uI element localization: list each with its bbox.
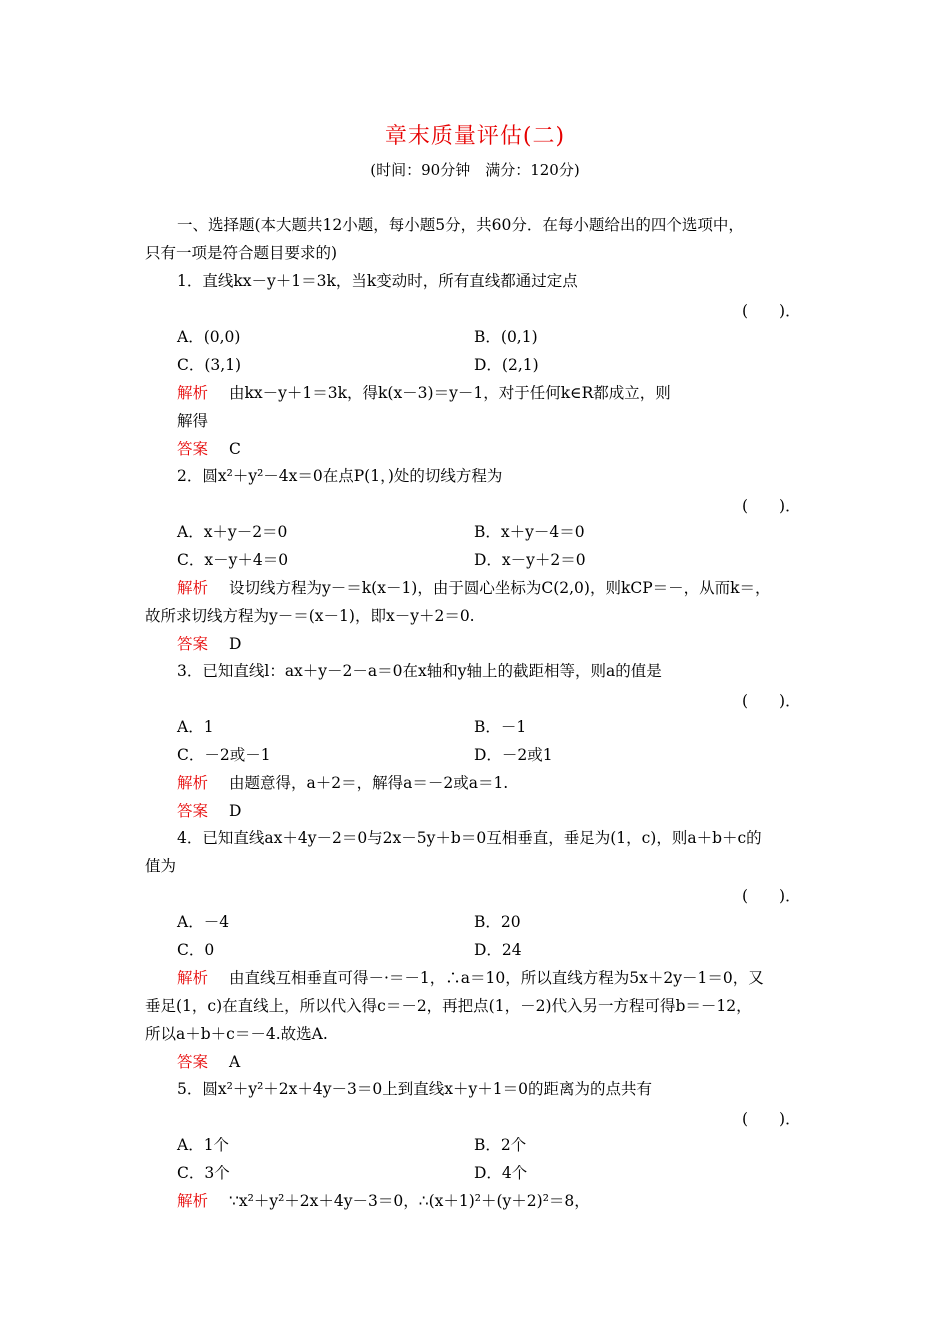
- question-4-analysis-line-1: 由直线互相垂直可得－·＝－1，∴a＝10，所以直线方程为5x＋2y－1＝0，又: [229, 969, 764, 987]
- answer-label: 答案: [177, 635, 209, 653]
- question-5-stem: 5．圆x²＋y²＋2x＋4y－3＝0上到直线x＋y＋1＝0的距离为的点共有: [177, 1080, 652, 1098]
- question-1-option-b: B．(0,1): [474, 328, 538, 346]
- question-1-option-d: D．(2,1): [474, 356, 539, 374]
- question-4-answer: A: [229, 1053, 241, 1071]
- question-1-option-a: A．(0,0): [177, 328, 241, 346]
- answer-bracket: ( )．: [742, 497, 801, 515]
- analysis-label: 解析: [177, 1192, 209, 1210]
- question-4-stem-continued: 值为: [145, 857, 177, 875]
- question-1-stem: 1．直线kx－y＋1＝3k，当k变动时，所有直线都通过定点: [177, 272, 578, 290]
- question-5-option-d: D．4个: [474, 1164, 528, 1182]
- question-4-option-a: A．－4: [177, 913, 230, 931]
- answer-label: 答案: [177, 440, 209, 458]
- question-2-option-d: D．x－y＋2＝0: [474, 551, 586, 569]
- question-1-analysis-line-1: 由kx－y＋1＝3k，得k(x－3)＝y－1，对于任何k∈R都成立，则: [229, 384, 671, 402]
- analysis-label: 解析: [177, 969, 209, 987]
- question-3-stem: 3．已知直线l：ax＋y－2－a＝0在x轴和y轴上的截距相等，则a的值是: [177, 662, 662, 680]
- question-3-option-d: D．－2或1: [474, 746, 553, 764]
- question-2-answer: D: [229, 635, 242, 653]
- question-2-stem: 2．圆x²＋y²－4x＝0在点P(1，)处的切线方程为: [177, 467, 503, 485]
- section-intro-line-2: 只有一项是符合题目要求的): [145, 244, 338, 262]
- answer-label: 答案: [177, 1053, 209, 1071]
- question-4-option-c: C．0: [177, 941, 215, 959]
- page-subtitle: (时间：90分钟 满分：120分): [370, 161, 580, 179]
- question-2-option-b: B．x＋y－4＝0: [474, 523, 585, 541]
- question-5-analysis-line-1: ∵x²＋y²＋2x＋4y－3＝0，∴(x＋1)²＋(y＋2)²＝8，: [229, 1192, 590, 1210]
- answer-bracket: ( )．: [742, 1110, 801, 1128]
- question-5-option-b: B．2个: [474, 1136, 527, 1154]
- question-1-option-c: C．(3,1): [177, 356, 242, 374]
- answer-bracket: ( )．: [742, 302, 801, 320]
- page-title: 章末质量评估(二): [384, 124, 566, 149]
- question-2-option-a: A．x＋y－2＝0: [177, 523, 288, 541]
- analysis-label: 解析: [177, 384, 209, 402]
- question-4-option-d: D．24: [474, 941, 522, 959]
- answer-label: 答案: [177, 802, 209, 820]
- question-1-answer: C: [229, 440, 241, 458]
- question-2-option-c: C．x－y＋4＝0: [177, 551, 289, 569]
- question-3-option-b: B．－1: [474, 718, 527, 736]
- question-2-analysis-line-1: 设切线方程为y－＝k(x－1)，由于圆心坐标为C(2,0)，则kCP＝－，从而k＝，: [229, 579, 771, 597]
- question-4-analysis-line-3: 所以a＋b＋c＝－4.故选A.: [145, 1025, 328, 1043]
- question-4-option-b: B．20: [474, 913, 521, 931]
- question-5-option-c: C．3个: [177, 1164, 230, 1182]
- question-3-option-a: A．1: [177, 718, 214, 736]
- answer-bracket: ( )．: [742, 692, 801, 710]
- question-3-analysis-line-1: 由题意得，a＋2＝，解得a＝－2或a＝1.: [229, 774, 509, 792]
- question-4-analysis-line-2: 垂足(1，c)在直线上，所以代入得c＝－2，再把点(1，－2)代入另一方程可得b＝－12，: [145, 997, 752, 1015]
- section-intro-line-1: 一、选择题(本大题共12小题，每小题5分，共60分．在每小题给出的四个选项中，: [177, 216, 744, 234]
- answer-bracket: ( )．: [742, 887, 801, 905]
- question-4-stem: 4．已知直线ax＋4y－2＝0与2x－5y＋b＝0互相垂直，垂足为(1，c)，则a＋b＋c的: [177, 829, 762, 847]
- question-2-analysis-line-2: 故所求切线方程为y－＝(x－1)，即x－y＋2＝0.: [145, 607, 475, 625]
- question-3-option-c: C．－2或－1: [177, 746, 271, 764]
- question-5-option-a: A．1个: [177, 1136, 230, 1154]
- analysis-label: 解析: [177, 579, 209, 597]
- question-3-answer: D: [229, 802, 242, 820]
- question-1-analysis-line-2: 解得: [177, 412, 209, 430]
- analysis-label: 解析: [177, 774, 209, 792]
